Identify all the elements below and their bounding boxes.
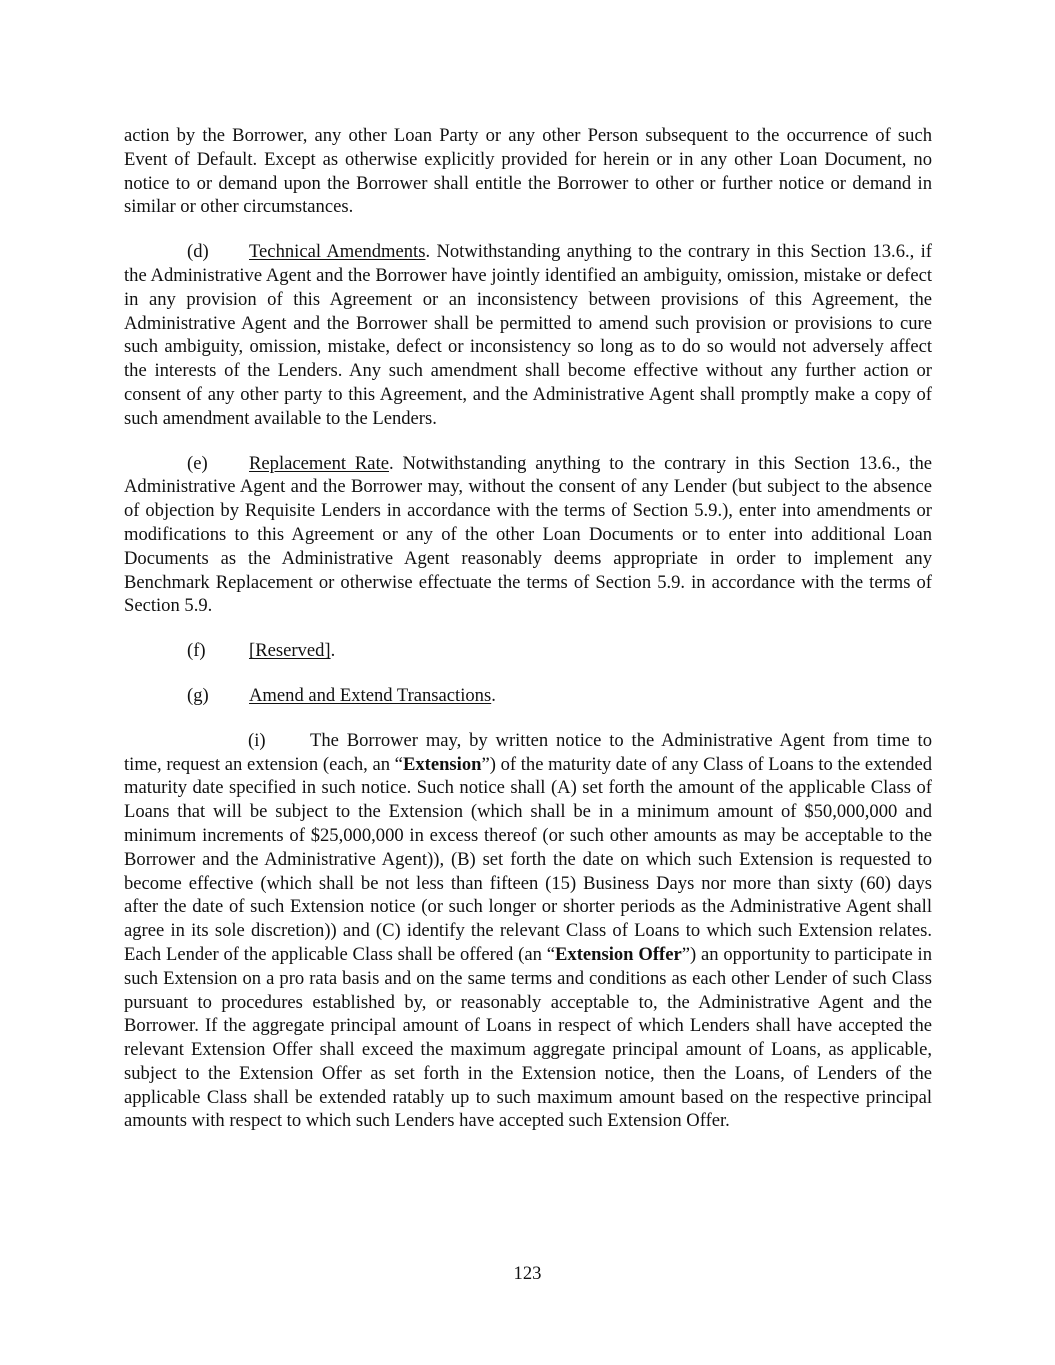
section-d-paragraph	[124, 240, 932, 430]
defined-term-extension-offer: Extension Offer	[555, 943, 682, 965]
section-f-paragraph	[124, 639, 932, 663]
section-e-body: . Notwithstanding anything to the contrary in this Section 13.6., the Administrative Agent and the Borrower may, without the consent of any Lender (but subject to the absence of objection by Requisite Lenders in accordance with the terms of Section 5.9.), enter into amendments or modifications to this Agreement or any of the other Loan Documents or to enter into additional Loan Documents as the Administrative Agent reasonably deems appropriate in order to implement any Benchmark Replacement or otherwise effectuate the terms of Section 5.9. in accordance with the terms of Section 5.9.	[124, 452, 932, 617]
section-d-label: (d)	[187, 241, 209, 263]
section-d-body: . Notwithstanding anything to the contrary in this Section 13.6., if the Administrative Agent and the Borrower have jointly identified an ambiguity, omission, mistake or defect in any provision of this Agreement or an inconsistency between provisions of this Agreement, the Administrative Agent and the Borrower shall be permitted to amend such provision or provisions to cure such ambiguity, omission, mistake, defect or inconsistency so long as to do so would not adversely affect the interests of the Lenders. Any such amendment shall become effective without any further action or consent of any other party to this Agreement, and the Administrative Agent shall promptly make a copy of such amendment available to the Lenders.	[124, 241, 932, 429]
section-g-i-paragraph	[124, 729, 932, 1134]
page-number: 123	[513, 1263, 542, 1284]
section-g-i-text-2: ”) of the maturity date of any Class of Loans to the extended maturity date specified in such notice. Such notice shall (A) set forth the amount of the applicable Class of Loans that will be subject to the Extension (which shall be in a minimum amount of $50,000,000 and minimum increments of $25,000,000 in excess thereof (or such other amounts as may be acceptable to the Borrower and the Administrative Agent)), (B) set forth the date on which such Extension is requested to become effective (which shall be not less than fifteen (15) Business Days nor more than sixty (60) days after the date of such Extension notice (or such longer or shorter periods as the Administrative Agent shall agree in its sole discretion)) and (C) identify the relevant Class of Loans to which such Extension relates. Each Lender of the applicable Class shall be offered (an “	[124, 753, 932, 965]
section-e-label: (e)	[187, 452, 208, 474]
section-g-tail: .	[491, 684, 496, 706]
section-f-heading: [Reserved]	[249, 640, 331, 662]
defined-term-extension: Extension	[402, 753, 482, 775]
section-g-paragraph	[124, 684, 932, 708]
intro-paragraph: action by the Borrower, any other Loan Party or any other Person subsequent to the occurrence of such Event of Default. Except as otherwise explicitly provided for herein or in any other Loan Document, no notice to or demand upon the Borrower shall entitle the Borrower to other or further notice or demand in similar or other circumstances.	[124, 125, 932, 218]
section-d-heading: Technical Amendments	[249, 241, 426, 263]
document-page	[124, 124, 932, 1133]
section-g-i-text-1: The Borrower may, by written notice to the Administrative Agent from time to time, request an extension (each, an “	[124, 729, 932, 775]
section-f-label: (f)	[187, 640, 206, 662]
section-g-i-label: (i)	[248, 729, 266, 751]
section-f-tail: .	[330, 640, 336, 662]
section-g-label: (g)	[187, 684, 209, 706]
section-g-i-text-3: ”) an opportunity to participate in such Extension on a pro rata basis and on the same terms and conditions as each other Lender of such Class pursuant to procedures established by, or reasonably acceptable to, the Administrative Agent and the Borrower. If the aggregate principal amount of Loans in respect of which Lenders shall have accepted the relevant Extension Offer shall exceed the maximum aggregate principal amount of Loans, as applicable, subject to the Extension Offer as set forth in the Extension notice, then the Loans, of Lenders of the applicable Class shall be extended ratably up to such maximum amount based on the respective principal amounts with respect to which such Lenders have accepted such Extension Offer.	[124, 943, 933, 1132]
section-g-heading: Amend and Extend Transactions	[249, 684, 492, 706]
section-e-paragraph	[124, 452, 932, 619]
section-e-heading: Replacement Rate	[249, 452, 389, 474]
